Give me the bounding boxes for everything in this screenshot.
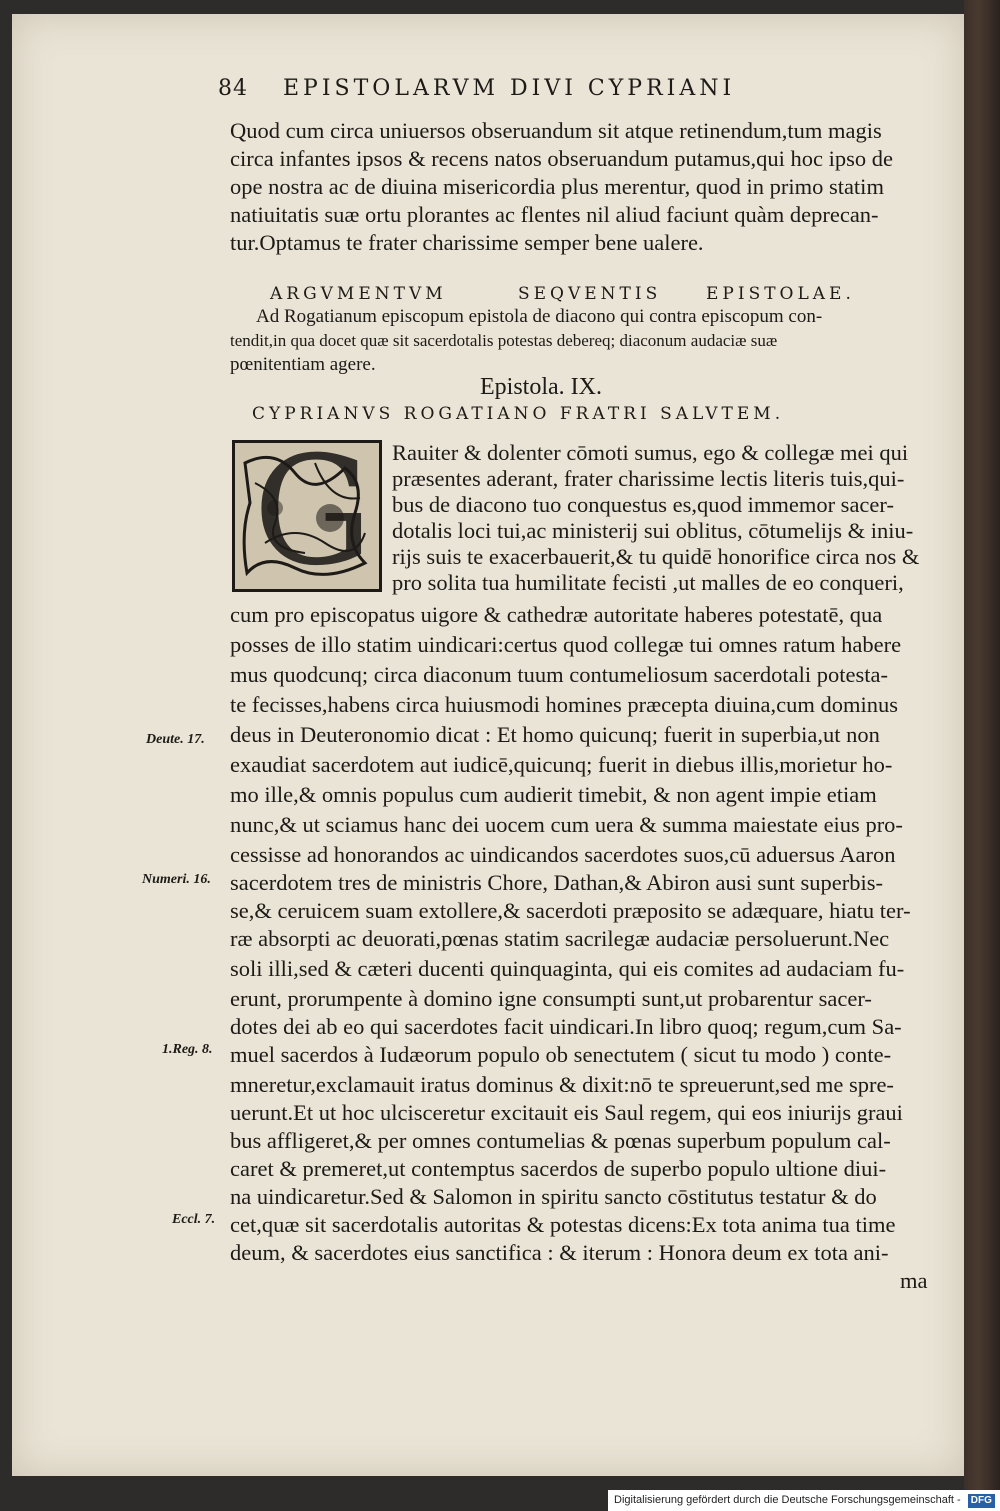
- text-line: dotes dei ab eo qui sacerdotes facit uindicari.In libro quoq; regum,cum Sa-: [230, 1014, 902, 1039]
- text-line: mo ille,& omnis populus cum audierit timebit, & non agent impie etiam: [230, 782, 877, 807]
- text-line: posses de illo statim uindicari:certus quod collegæ tui omnes ratum habere: [230, 632, 902, 657]
- text-line: exaudiat sacerdotem aut iudicē,quicunq; fuerit in diebus illis,morietur ho-: [230, 752, 893, 777]
- text-line: te fecisses,habens circa huiusmodi homines præcepta diuina,cum dominus: [230, 692, 898, 717]
- text-line: caret & premeret,ut contemptus sacerdos de superbo populo ultione diui-: [230, 1156, 887, 1181]
- argument-heading-1: ARGVMENTVM: [270, 284, 447, 304]
- argument-line: tendit,in qua docet quæ sit sacerdotalis potestas debereq; diaconum audaciæ suæ: [230, 331, 778, 350]
- text-line: Rauiter & dolenter cōmoti sumus, ego & collegæ mei qui: [392, 440, 909, 465]
- text-line: uerunt.Et ut hoc ulcisceretur excitauit eis Saul regem, qui eos iniurijs graui: [230, 1100, 903, 1125]
- margin-note: Eccl. 7.: [172, 1212, 216, 1227]
- text-line: ræ absorpti ac deuorati,pœnas statim sacrilegæ audaciæ persoluerunt.Nec: [230, 926, 890, 951]
- text-line: bus affligeret,& per omnes contumelias & pœnas superbum populum cal-: [230, 1128, 891, 1153]
- argument-heading-2: SEQVENTIS: [518, 284, 662, 304]
- text-line: mneretur,exclamauit iratus dominus & dixit:nō te spreuerunt,sed me spre-: [230, 1072, 894, 1097]
- catchword: ma: [900, 1268, 928, 1293]
- text-line: cessisse ad honorandos ac uindicandos sacerdotes suos,cū aduersus Aaron: [230, 842, 896, 867]
- text-line: ope nostra ac de diuina misericordia plus merentur, quod in primo statim: [230, 174, 884, 199]
- text-line: muel sacerdos à Iudæorum populo ob senectutem ( sicut tu modo ) conte-: [230, 1042, 892, 1067]
- margin-note: Deute. 17.: [146, 732, 205, 747]
- dfg-logo: DFG: [968, 1494, 995, 1508]
- text-line: deum, & sacerdotes eius sanctifica : & iterum : Honora deum ex tota ani-: [230, 1240, 889, 1265]
- argument-heading-3: EPISTOLAE.: [706, 284, 855, 304]
- text-line: Quod cum circa uniuersos obseruandum sit atque retinendum,tum magis: [230, 118, 882, 143]
- text-line: sacerdotem tres de ministris Chore, Dathan,& Abiron ausi sunt superbis-: [230, 870, 884, 895]
- text-line: pro solita tua humilitate fecisti ,ut malles de eo conqueri,: [392, 570, 904, 595]
- running-header: [218, 76, 818, 101]
- initial-letter: G: [253, 425, 373, 599]
- digitization-footer: [608, 1490, 1000, 1511]
- text-line: bus de diacono tuo conquestus es,quod immemor sacer-: [392, 492, 894, 517]
- text-line: erunt, prorumpente à domino igne consumpti sunt,ut probarentur sacer-: [230, 986, 872, 1011]
- text-line: se,& ceruicem suam extollere,& sacerdoti præposito se adæquare, hiatu ter-: [230, 898, 911, 923]
- text-line: tur.Optamus te frater charissime semper bene ualere.: [230, 230, 704, 255]
- text-line: dotalis loci tui,ac ministerij sui oblitus, cōtumelijs & iniu-: [392, 518, 914, 543]
- text-line: mus quodcunq; circa diaconum tuum contumeliosum sacerdotali potesta-: [230, 662, 888, 687]
- text-line: na uindicaretur.Sed & Salomon in spiritu sancto cōstitutus testatur & do: [230, 1184, 877, 1209]
- page-number: 84: [218, 76, 248, 101]
- margin-note: Numeri. 16.: [142, 872, 211, 887]
- text-line: nunc,& ut sciamus hanc dei uocem cum uera & summa maiestate eius pro-: [230, 812, 903, 837]
- text-line: deus in Deuteronomio dicat : Et homo quicunq; fuerit in superbia,ut non: [230, 722, 880, 747]
- running-title: EPISTOLARVM DIVI CYPRIANI: [283, 76, 736, 101]
- text-line: rijs suis te exacerbauerit,& tu quidē honorifice circa nos &: [392, 544, 920, 569]
- text-line: soli illi,sed & cæteri ducenti quinquaginta, qui eis comites ad audaciam fu-: [230, 956, 905, 981]
- text-line: cet,quæ sit sacerdotalis autoritas & potestas dicens:Ex tota anima tua time: [230, 1212, 896, 1237]
- text-line: cum pro episcopatus uigore & cathedræ autoritate haberes potestatē, qua: [230, 602, 883, 627]
- text-line: natiuitatis suæ ortu plorantes ac flentes nil aliud faciunt quàm deprecan-: [230, 202, 879, 227]
- book-spine: [964, 0, 1000, 1490]
- text-line: præsentes aderant, frater charissime lectis literis tuis,qui-: [392, 466, 905, 491]
- salutation: CYPRIANVS ROGATIANO FRATRI SALVTEM.: [252, 404, 785, 424]
- text-line: circa infantes ipsos & recens natos obseruandum putamus,qui hoc ipso de: [230, 146, 893, 171]
- argument-line: Ad Rogatianum episcopum epistola de diacono qui contra episcopum con-: [256, 306, 823, 327]
- margin-note: 1.Reg. 8.: [162, 1042, 213, 1057]
- argument-line: pœnitentiam agere.: [230, 354, 376, 375]
- epistle-title: Epistola. IX.: [480, 374, 602, 400]
- footer-text: Digitalisierung gefördert durch die Deutsche Forschungsgemeinschaft -: [614, 1494, 961, 1506]
- decorated-initial: [232, 425, 382, 599]
